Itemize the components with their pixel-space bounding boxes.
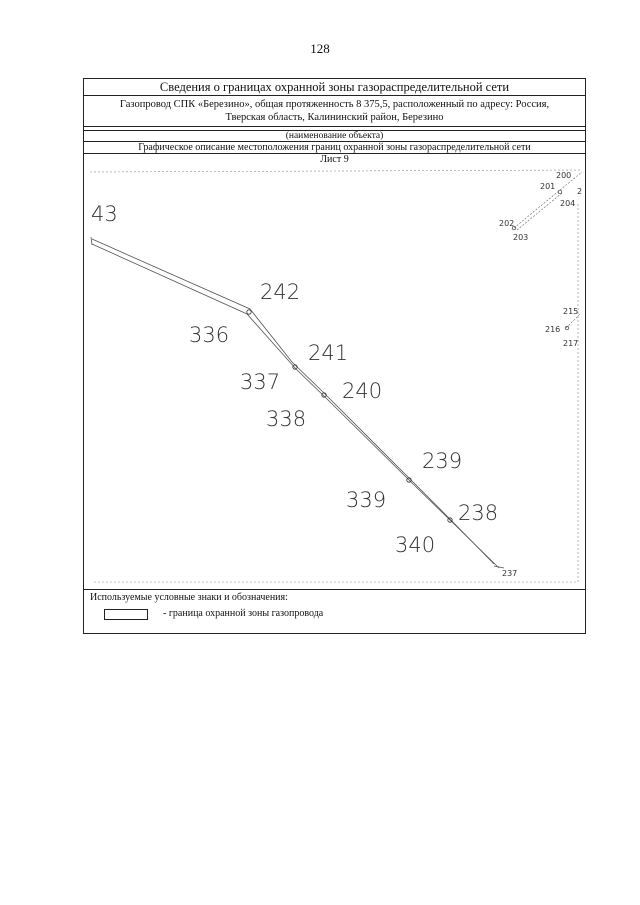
object-name-line-2: Тверская область, Калининский район, Березино [225,112,444,123]
label-point-2: 2 [577,187,583,196]
label-point-340: 340 [395,533,436,557]
label-point-204: 204 [560,199,576,208]
vertex-marker-242 [247,310,251,314]
sheet-label: Лист 9 [320,154,349,165]
vertex-marker-201 [558,190,562,194]
label-point-215: 215 [563,307,579,316]
boundary-drawing [84,164,585,589]
label-point-202: 202 [499,219,515,228]
label-point-43: 43 [91,202,118,226]
label-point-238: 238 [458,501,499,525]
legend-item-text: - граница охранной зоны газопровода [163,608,324,619]
label-point-203: 203 [513,233,529,242]
label-point-339: 339 [346,488,387,512]
object-name [84,96,585,127]
object-caption: (наименование объекта) [84,131,585,142]
sheet-title: Сведения о границах охранной зоны газораспределительной сети [84,79,585,96]
fragment-zone-line-c [517,193,562,230]
zone-boundary-symbol [104,609,148,620]
label-point-237: 237 [502,569,518,578]
graphic-description-title: Графическое описание местоположения границ охранной зоны газораспределительной сети [84,142,585,154]
vertex-marker-241 [293,365,297,369]
label-point-337: 337 [240,370,281,394]
label-point-336: 336 [189,323,230,347]
legend-title: Используемые условные знаки и обозначения: [90,592,288,603]
fragment-zone-line-b [514,190,560,228]
frame-top [90,170,580,172]
label-point-201: 201 [540,182,556,191]
label-point-200: 200 [556,171,572,180]
boundary-sheet [83,78,586,634]
label-point-216: 216 [545,325,561,334]
label-point-242: 242 [260,280,301,304]
label-point-338: 338 [266,407,307,431]
label-point-240: 240 [342,379,383,403]
label-point-239: 239 [422,449,463,473]
object-name-line-1: Газопровод СПК «Березино», общая протяженность 8 375,5, расположенный по адресу: Россия, [119,99,550,110]
label-point-241: 241 [308,341,349,365]
legend [84,589,585,633]
zone-start-cap [91,237,92,245]
page-number: 128 [310,41,330,56]
label-point-217: 217 [563,339,579,348]
